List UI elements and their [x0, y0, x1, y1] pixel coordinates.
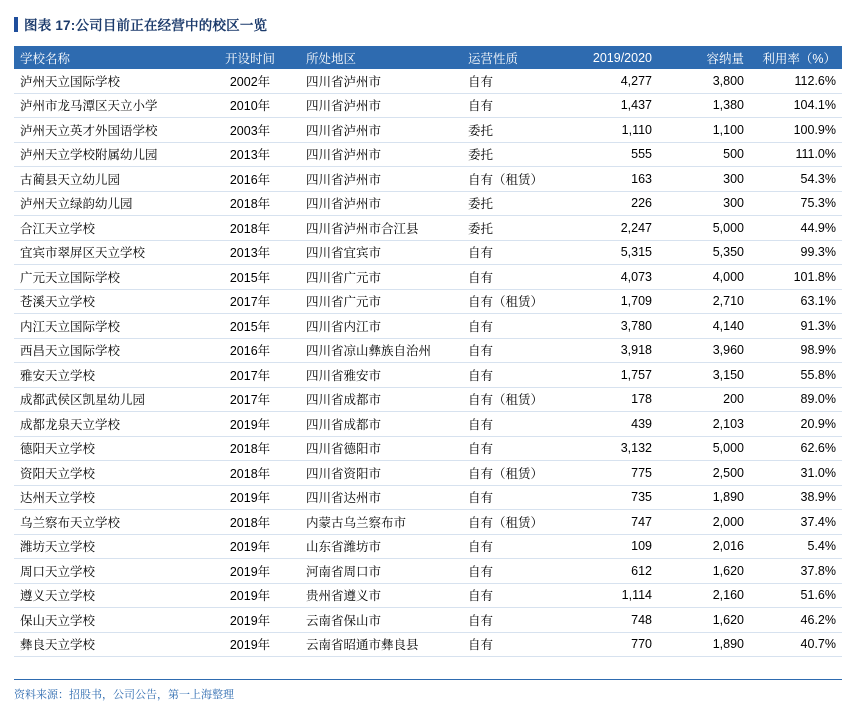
- cell-region: 山东省潍坊市: [300, 534, 462, 559]
- cell-enrollment: 1,437: [560, 93, 658, 118]
- table-row: [14, 314, 842, 339]
- cell-capacity: 300: [658, 191, 750, 216]
- cell-open-year: 2002年: [200, 69, 300, 93]
- cell-enrollment: 748: [560, 608, 658, 633]
- cell-enrollment: 3,918: [560, 338, 658, 363]
- cell-region: 云南省昭通市彝良县: [300, 632, 462, 657]
- cell-enrollment: 3,780: [560, 314, 658, 339]
- table-row: [14, 436, 842, 461]
- cell-operation-type: 自有（租赁）: [462, 289, 560, 314]
- cell-open-year: 2018年: [200, 436, 300, 461]
- cell-operation-type: 自有: [462, 559, 560, 584]
- cell-operation-type: 自有: [462, 632, 560, 657]
- table-row: [14, 338, 842, 363]
- cell-region: 四川省泸州市: [300, 167, 462, 192]
- cell-open-year: 2018年: [200, 216, 300, 241]
- cell-capacity: 1,100: [658, 118, 750, 143]
- cell-capacity: 3,800: [658, 69, 750, 93]
- cell-region: 四川省成都市: [300, 412, 462, 437]
- cell-utilization: 55.8%: [750, 363, 842, 388]
- cell-enrollment: 747: [560, 510, 658, 535]
- cell-utilization: 99.3%: [750, 240, 842, 265]
- cell-open-year: 2015年: [200, 314, 300, 339]
- cell-capacity: 2,016: [658, 534, 750, 559]
- cell-utilization: 101.8%: [750, 265, 842, 290]
- cell-operation-type: 自有: [462, 583, 560, 608]
- cell-capacity: 3,150: [658, 363, 750, 388]
- cell-utilization: 46.2%: [750, 608, 842, 633]
- cell-enrollment: 5,315: [560, 240, 658, 265]
- table-row: [14, 191, 842, 216]
- cell-school-name: 乌兰察布天立学校: [14, 510, 200, 535]
- cell-capacity: 2,160: [658, 583, 750, 608]
- table-row: [14, 289, 842, 314]
- cell-region: 四川省达州市: [300, 485, 462, 510]
- cell-operation-type: 自有: [462, 93, 560, 118]
- cell-operation-type: 自有: [462, 412, 560, 437]
- cell-region: 四川省泸州市: [300, 69, 462, 93]
- cell-operation-type: 自有（租赁）: [462, 510, 560, 535]
- cell-utilization: 51.6%: [750, 583, 842, 608]
- cell-utilization: 62.6%: [750, 436, 842, 461]
- cell-school-name: 泸州天立学校附属幼儿园: [14, 142, 200, 167]
- cell-school-name: 广元天立国际学校: [14, 265, 200, 290]
- cell-open-year: 2019年: [200, 608, 300, 633]
- cell-capacity: 2,710: [658, 289, 750, 314]
- table-row: [14, 93, 842, 118]
- cell-utilization: 91.3%: [750, 314, 842, 339]
- cell-capacity: 5,000: [658, 216, 750, 241]
- cell-capacity: 4,000: [658, 265, 750, 290]
- column-header-region: 所处地区: [300, 46, 462, 69]
- cell-open-year: 2010年: [200, 93, 300, 118]
- column-header-capacity: 容纳量: [658, 46, 750, 69]
- table-row: [14, 461, 842, 486]
- title-accent-bar: [14, 17, 18, 32]
- cell-school-name: 泸州天立绿韵幼儿园: [14, 191, 200, 216]
- table-header: [14, 46, 842, 69]
- cell-enrollment: 163: [560, 167, 658, 192]
- cell-school-name: 泸州天立英才外国语学校: [14, 118, 200, 143]
- cell-school-name: 雅安天立学校: [14, 363, 200, 388]
- cell-school-name: 遵义天立学校: [14, 583, 200, 608]
- cell-utilization: 37.8%: [750, 559, 842, 584]
- cell-utilization: 5.4%: [750, 534, 842, 559]
- cell-enrollment: 775: [560, 461, 658, 486]
- cell-region: 河南省周口市: [300, 559, 462, 584]
- table-body: [14, 69, 842, 657]
- column-header-enrollment: 2019/2020: [560, 46, 658, 69]
- table-row: [14, 240, 842, 265]
- cell-open-year: 2018年: [200, 191, 300, 216]
- table-row: [14, 69, 842, 93]
- cell-capacity: 5,350: [658, 240, 750, 265]
- cell-school-name: 西昌天立国际学校: [14, 338, 200, 363]
- cell-enrollment: 2,247: [560, 216, 658, 241]
- cell-enrollment: 439: [560, 412, 658, 437]
- cell-operation-type: 自有（租赁）: [462, 167, 560, 192]
- cell-open-year: 2013年: [200, 142, 300, 167]
- table-row: [14, 265, 842, 290]
- table-row: [14, 118, 842, 143]
- cell-open-year: 2016年: [200, 167, 300, 192]
- cell-school-name: 保山天立学校: [14, 608, 200, 633]
- column-header-school-name: 学校名称: [14, 46, 200, 69]
- cell-school-name: 合江天立学校: [14, 216, 200, 241]
- cell-operation-type: 自有: [462, 534, 560, 559]
- cell-utilization: 75.3%: [750, 191, 842, 216]
- cell-enrollment: 1,757: [560, 363, 658, 388]
- cell-open-year: 2017年: [200, 363, 300, 388]
- cell-open-year: 2018年: [200, 510, 300, 535]
- cell-open-year: 2015年: [200, 265, 300, 290]
- cell-region: 四川省泸州市: [300, 191, 462, 216]
- table-row: [14, 583, 842, 608]
- cell-open-year: 2013年: [200, 240, 300, 265]
- cell-open-year: 2017年: [200, 387, 300, 412]
- cell-capacity: 1,380: [658, 93, 750, 118]
- figure-title-bar: [14, 0, 842, 46]
- cell-capacity: 2,500: [658, 461, 750, 486]
- cell-utilization: 89.0%: [750, 387, 842, 412]
- cell-open-year: 2018年: [200, 461, 300, 486]
- table-row: [14, 632, 842, 657]
- cell-enrollment: 555: [560, 142, 658, 167]
- cell-operation-type: 自有: [462, 69, 560, 93]
- table-row: [14, 510, 842, 535]
- cell-school-name: 成都龙泉天立学校: [14, 412, 200, 437]
- cell-open-year: 2019年: [200, 632, 300, 657]
- cell-capacity: 4,140: [658, 314, 750, 339]
- cell-region: 四川省雅安市: [300, 363, 462, 388]
- cell-school-name: 潍坊天立学校: [14, 534, 200, 559]
- table-row: [14, 559, 842, 584]
- cell-utilization: 111.0%: [750, 142, 842, 167]
- cell-capacity: 1,890: [658, 485, 750, 510]
- cell-utilization: 44.9%: [750, 216, 842, 241]
- cell-operation-type: 委托: [462, 191, 560, 216]
- cell-capacity: 2,000: [658, 510, 750, 535]
- cell-operation-type: 自有: [462, 314, 560, 339]
- cell-region: 四川省泸州市: [300, 118, 462, 143]
- cell-operation-type: 自有: [462, 485, 560, 510]
- table-row: [14, 142, 842, 167]
- cell-school-name: 彝良天立学校: [14, 632, 200, 657]
- cell-region: 四川省凉山彝族自治州: [300, 338, 462, 363]
- cell-utilization: 31.0%: [750, 461, 842, 486]
- table-header-row: [14, 46, 842, 69]
- cell-utilization: 112.6%: [750, 69, 842, 93]
- page-title: 图表 17:公司目前正在经营中的校区一览: [24, 18, 268, 33]
- cell-school-name: 宜宾市翠屏区天立学校: [14, 240, 200, 265]
- cell-school-name: 泸州市龙马潭区天立小学: [14, 93, 200, 118]
- cell-school-name: 成都武侯区凯星幼儿园: [14, 387, 200, 412]
- cell-region: 四川省成都市: [300, 387, 462, 412]
- table-row: [14, 216, 842, 241]
- cell-enrollment: 1,709: [560, 289, 658, 314]
- cell-enrollment: 4,277: [560, 69, 658, 93]
- cell-capacity: 300: [658, 167, 750, 192]
- cell-operation-type: 自有: [462, 436, 560, 461]
- cell-enrollment: 612: [560, 559, 658, 584]
- table-row: [14, 167, 842, 192]
- cell-enrollment: 1,114: [560, 583, 658, 608]
- cell-school-name: 泸州天立国际学校: [14, 69, 200, 93]
- cell-capacity: 1,620: [658, 559, 750, 584]
- cell-enrollment: 178: [560, 387, 658, 412]
- table-row: [14, 412, 842, 437]
- cell-operation-type: 委托: [462, 216, 560, 241]
- cell-region: 内蒙古乌兰察布市: [300, 510, 462, 535]
- cell-open-year: 2016年: [200, 338, 300, 363]
- cell-open-year: 2019年: [200, 412, 300, 437]
- cell-school-name: 德阳天立学校: [14, 436, 200, 461]
- cell-region: 云南省保山市: [300, 608, 462, 633]
- table-row: [14, 363, 842, 388]
- cell-operation-type: 委托: [462, 142, 560, 167]
- cell-open-year: 2019年: [200, 559, 300, 584]
- cell-enrollment: 770: [560, 632, 658, 657]
- cell-operation-type: 自有: [462, 608, 560, 633]
- cell-open-year: 2003年: [200, 118, 300, 143]
- cell-enrollment: 1,110: [560, 118, 658, 143]
- cell-operation-type: 自有: [462, 240, 560, 265]
- cell-capacity: 2,103: [658, 412, 750, 437]
- cell-capacity: 3,960: [658, 338, 750, 363]
- cell-enrollment: 735: [560, 485, 658, 510]
- cell-region: 贵州省遵义市: [300, 583, 462, 608]
- campus-table: [14, 46, 842, 657]
- cell-region: 四川省泸州市: [300, 142, 462, 167]
- cell-school-name: 资阳天立学校: [14, 461, 200, 486]
- cell-capacity: 500: [658, 142, 750, 167]
- cell-utilization: 63.1%: [750, 289, 842, 314]
- table-row: [14, 534, 842, 559]
- cell-school-name: 达州天立学校: [14, 485, 200, 510]
- cell-region: 四川省宜宾市: [300, 240, 462, 265]
- cell-operation-type: 自有（租赁）: [462, 461, 560, 486]
- cell-open-year: 2019年: [200, 485, 300, 510]
- cell-capacity: 5,000: [658, 436, 750, 461]
- cell-utilization: 37.4%: [750, 510, 842, 535]
- column-header-operation-type: 运营性质: [462, 46, 560, 69]
- footer-divider: [14, 679, 842, 680]
- cell-utilization: 40.7%: [750, 632, 842, 657]
- cell-capacity: 200: [658, 387, 750, 412]
- cell-operation-type: 自有（租赁）: [462, 387, 560, 412]
- cell-region: 四川省内江市: [300, 314, 462, 339]
- cell-operation-type: 委托: [462, 118, 560, 143]
- cell-capacity: 1,620: [658, 608, 750, 633]
- cell-capacity: 1,890: [658, 632, 750, 657]
- cell-region: 四川省泸州市合江县: [300, 216, 462, 241]
- cell-school-name: 苍溪天立学校: [14, 289, 200, 314]
- cell-utilization: 104.1%: [750, 93, 842, 118]
- table-row: [14, 485, 842, 510]
- source-note: 资料来源：招股书，公司公告，第一上海整理: [14, 689, 234, 701]
- cell-region: 四川省资阳市: [300, 461, 462, 486]
- cell-utilization: 38.9%: [750, 485, 842, 510]
- figure-footer: [14, 679, 842, 714]
- column-header-open-year: 开设时间: [200, 46, 300, 69]
- cell-operation-type: 自有: [462, 265, 560, 290]
- cell-region: 四川省广元市: [300, 289, 462, 314]
- cell-utilization: 20.9%: [750, 412, 842, 437]
- cell-enrollment: 109: [560, 534, 658, 559]
- cell-enrollment: 4,073: [560, 265, 658, 290]
- cell-open-year: 2019年: [200, 534, 300, 559]
- column-header-utilization: 利用率（%）: [750, 46, 842, 69]
- cell-region: 四川省德阳市: [300, 436, 462, 461]
- cell-enrollment: 3,132: [560, 436, 658, 461]
- cell-utilization: 98.9%: [750, 338, 842, 363]
- cell-utilization: 54.3%: [750, 167, 842, 192]
- table-row: [14, 387, 842, 412]
- table-row: [14, 608, 842, 633]
- cell-enrollment: 226: [560, 191, 658, 216]
- cell-utilization: 100.9%: [750, 118, 842, 143]
- cell-operation-type: 自有: [462, 338, 560, 363]
- cell-region: 四川省泸州市: [300, 93, 462, 118]
- cell-operation-type: 自有: [462, 363, 560, 388]
- cell-region: 四川省广元市: [300, 265, 462, 290]
- cell-school-name: 内江天立国际学校: [14, 314, 200, 339]
- cell-school-name: 古蔺县天立幼儿园: [14, 167, 200, 192]
- cell-open-year: 2019年: [200, 583, 300, 608]
- cell-open-year: 2017年: [200, 289, 300, 314]
- cell-school-name: 周口天立学校: [14, 559, 200, 584]
